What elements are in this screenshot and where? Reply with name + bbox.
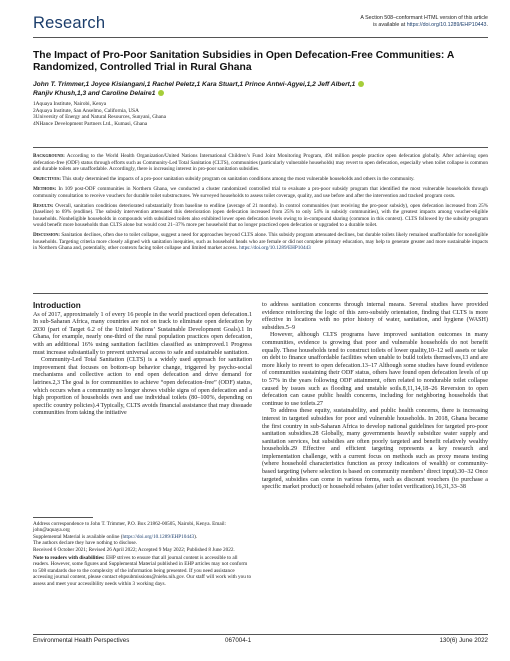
section-heading: Research — [33, 14, 106, 32]
abstract-bottom-rule — [33, 293, 488, 294]
footer-rule — [33, 634, 488, 635]
page-number: 067004-1 — [225, 637, 252, 644]
orcid-icon[interactable] — [158, 90, 164, 96]
authors-line-2 — [33, 89, 493, 98]
introduction-heading: Introduction — [33, 301, 81, 310]
affiliation-item: 1Aquaya Institute, Nairobi, Kenya — [33, 101, 107, 107]
correspondence-note: Address correspondence to John T. Trimmer, P.O. Box 21862-00505, Nairobi, Kenya. Email: john@aquaya.org — [33, 521, 226, 534]
authors-text-2: Ranjiv Khush,1,3 and Caroline Delaire1 — [33, 90, 156, 97]
supplemental-suffix: ). — [194, 533, 198, 540]
readers-text: EHP strives to ensure that all journal content is accessible to all readers. However, some figures and Supplemental Material published in EHP articles may not conform to 508 standards due to the complexity of the information being presented. If you need assistance accessing journal content, please contact ehpsubmissions@niehs.nih.gov. Our staff will work with you to assess and meet your accessibility needs within 3 working days. — [33, 555, 252, 587]
body-column-left — [33, 302, 252, 418]
affiliation-item: 4NHance Development Partners Ltd., Kumasi, Ghana — [33, 120, 148, 127]
discussion-label: Discussion: — [33, 232, 61, 239]
article-title: The Impact of Pro-Poor Sanitation Subsidies in Open Defecation-Free Communities: A Randomized, Controlled Trial in Rural Ghana — [33, 50, 454, 74]
authors-text-1: John T. Trimmer,1 Joyce Kisiangani,1 Rachel Peletz,1 Kara Stuart,1 Prince Antwi-Agyei,1,2 Jeff Albert,1 — [33, 81, 356, 88]
body-column-right — [262, 302, 488, 492]
readers-label: Note to readers with disabilities: — [33, 555, 105, 562]
header-rule — [33, 37, 488, 38]
abstract-objectives — [33, 176, 488, 183]
affiliations — [33, 101, 333, 127]
orcid-icon[interactable] — [358, 81, 364, 87]
note-suffix: . — [486, 22, 488, 28]
background-label: Background: — [33, 153, 65, 159]
note-line-1: A Section 508–conformant HTML version of this article — [360, 15, 488, 21]
abstract-methods — [33, 186, 488, 199]
abstract-top-rule — [33, 147, 488, 148]
body-paragraph-continued: to address sanitation concerns through internal means. Several studies have provided evidence reinforcing the logic of this zero-subsidy orientation, finding that CLTS is more effective in locations with no prior history of water, sanitation, and hygiene (WASH) subsidies.5–9 — [262, 302, 488, 331]
doi-link[interactable]: https://doi.org/10.1289/EHP10443 — [239, 245, 311, 252]
objectives-text: This study determined the impacts of a pro-poor sanitation subsidy program on sanitation conditions among the most vulnerable households and others in the community. — [62, 176, 415, 183]
body-paragraph-3: To address these equity, sustainability, and public health concerns, there is increasing interest in targeted subsidies for poor and vulnerable households. In 2018, Ghana became the first country in sub-Saharan Africa to develop national guidelines for targeted pro-poor sanitation subsidies.28 Globally, many governments heavily subsidize water supply and sanitation services, but subsidies are often poorly targeted and benefit relatively wealthy households.29 Effective and efficient targeting represents a key research and implementation challenge, with a current focus on methods such as proxy means testing (where household characteristics function as proxy indicators of wealth) or community-based targeting (where selection is based on community members’ direct input).30–32 Once targeted, subsidies can come in various forms, such as discount vouchers (to purchase a specific market product) or household rebates (after toilet verification).16,31,33–38 — [262, 408, 488, 491]
intro-paragraph-2: Community-Led Total Sanitation (CLTS) is a widely used approach for sanitation improvement that focuses on bottom-up behavior change, triggered by psycho-social mechanisms and collective action to end open defecation and drive demand for latrines.2,3 The goal is for communities to achieve “open defecation-free” (ODF) status, which occurs when a community no longer shows visible signs of open defecation and a high proportion of households own and use individual toilets (80–100%, depending on specific country policies).4 Typically, CLTS avoids financial assistance that may dissuade communities from taking the initiative — [33, 357, 252, 417]
body-paragraph-2: However, although CLTS programs have improved sanitation outcomes in many communities, evidence is growing that poor and vulnerable households do not benefit equally. These households tend to construct toilets of lower quality,10–12 sell assets or take on debt to finance unaffordable facilities when unable to build toilets themselves,13 and are more likely to revert to open defecation.13–17 Although some studies have found evidence of communities sustaining their ODF status, others have found open defecation levels of up to 57% in the years following ODF attainment, often related to nondurable toilet collapse caused by issues such as flooding and unstable soils.8,11,14,18–26 Reversion to open defecation can cause public health concerns, including for neighboring households that continue to use toilets.27 — [262, 332, 488, 407]
affiliation-item: 2Aquaya Institute, San Anselmo, California, USA — [33, 107, 139, 114]
author-list — [33, 80, 493, 98]
intro-paragraph-1: As of 2017, approximately 1 of every 16 people in the world practiced open defecation.1 In sub-Saharan Africa, many countries are not on track to eliminate open defecation by 2030 (part of Target 6.2 of the United Nations’ Sustainable Development Goals).1 In Ghana, for example, nearly one-third of the rural population practices open defecation, with an additional 16% using sanitation facilities classified as unimproved.1 Progress must increase substantially to prevent universal access to safe and sustainable sanitation. — [33, 311, 252, 356]
authors-line-1 — [33, 80, 493, 89]
abstract — [33, 153, 488, 255]
results-label: Results: — [33, 202, 54, 209]
abstract-results — [33, 203, 488, 229]
dates-note: Received 6 October 2021; Revised 26 April 2022; Accepted 9 May 2022; Published 8 June 2022. — [33, 546, 235, 553]
background-text: According to the World Health Organization/United Nations International Children’s Fund Joint Monitoring Program, 494 million people practice open defecation globally. After achieving open defecation-free (ODF) status through efforts such as Community-Led Total Sanitation (CLTS), communities (particularly vulnerable households) may revert to open defecation, especially when toilet collapse is common and durable toilets are unaffordable. Accordingly, there is increasing interest in pro-poor sanitation subsidies. — [33, 153, 488, 172]
note-prefix: is available at — [373, 22, 407, 28]
note-line-2 — [360, 22, 488, 29]
methods-text: In 109 post-ODF communities in Northern Ghana, we conducted a cluster randomized controlled trial to evaluate a pro-poor subsidy program that identified the most vulnerable households through community consultation to receive vouchers for durable toilet substructures. We surveyed households to assess toilet coverage, quality, and use before and after the intervention and tracked program costs. — [33, 186, 488, 199]
affiliation-item: 3University of Energy and Natural Resources, Sunyani, Ghana — [33, 114, 167, 120]
footnote-rule — [33, 517, 93, 518]
supplemental-prefix: Supplemental Material is available online ( — [33, 533, 123, 540]
footnotes — [33, 521, 252, 587]
discussion-text: Sanitation declines, often due to toilet collapse, suggest a need for approaches beyond CLTS alone. This subsidy program attenuated declines, but durable toilets likely remained unaffordable for noneligible households. Targeting criteria more closely aligned with sanitation inequities, such as household heads who are female or did not complete primary education, may help to generate greater and more sustainable impacts in Northern Ghana and, potentially, other contexts facing toilet collapse and limited market access. — [33, 232, 489, 252]
html-version-link[interactable]: https://doi.org/10.1289/EHP10443 — [406, 22, 487, 28]
methods-label: Methods: — [33, 186, 57, 193]
abstract-discussion — [33, 232, 488, 252]
journal-name: Environmental Health Perspectives — [33, 637, 130, 644]
objectives-label: Objectives: — [33, 176, 61, 183]
competing-interests: The authors declare they have nothing to disclose. — [33, 540, 138, 547]
issue-info: 130(6) June 2022 — [439, 637, 488, 644]
readers-note — [33, 555, 252, 587]
accessibility-note — [360, 15, 488, 29]
abstract-background — [33, 153, 488, 173]
results-text: Overall, sanitation conditions deteriorated substantially from baseline to endline (average of 21 months). In control communities (not receiving the pro-poor subsidy), open defecation increased from 25% (baseline) to 69% (endline). The subsidy intervention attenuated this deterioration (open defecation increased from 25% to only 54% in subsidy communities), with the greatest impacts among voucher-eligible households. Nonheligible households in compounds with subsidized toilets also exhibited lower open defecation levels owing to in-compound sharing (common in this context). CLTS followed by the subsidy program would benefit more households than CLTS alone but would cost 21–37% more per household that no longer practiced open defecation or upgraded to a durable toilet. — [33, 202, 489, 229]
supplemental-link[interactable]: https://doi.org/10.1289/EHP10443 — [122, 533, 195, 540]
